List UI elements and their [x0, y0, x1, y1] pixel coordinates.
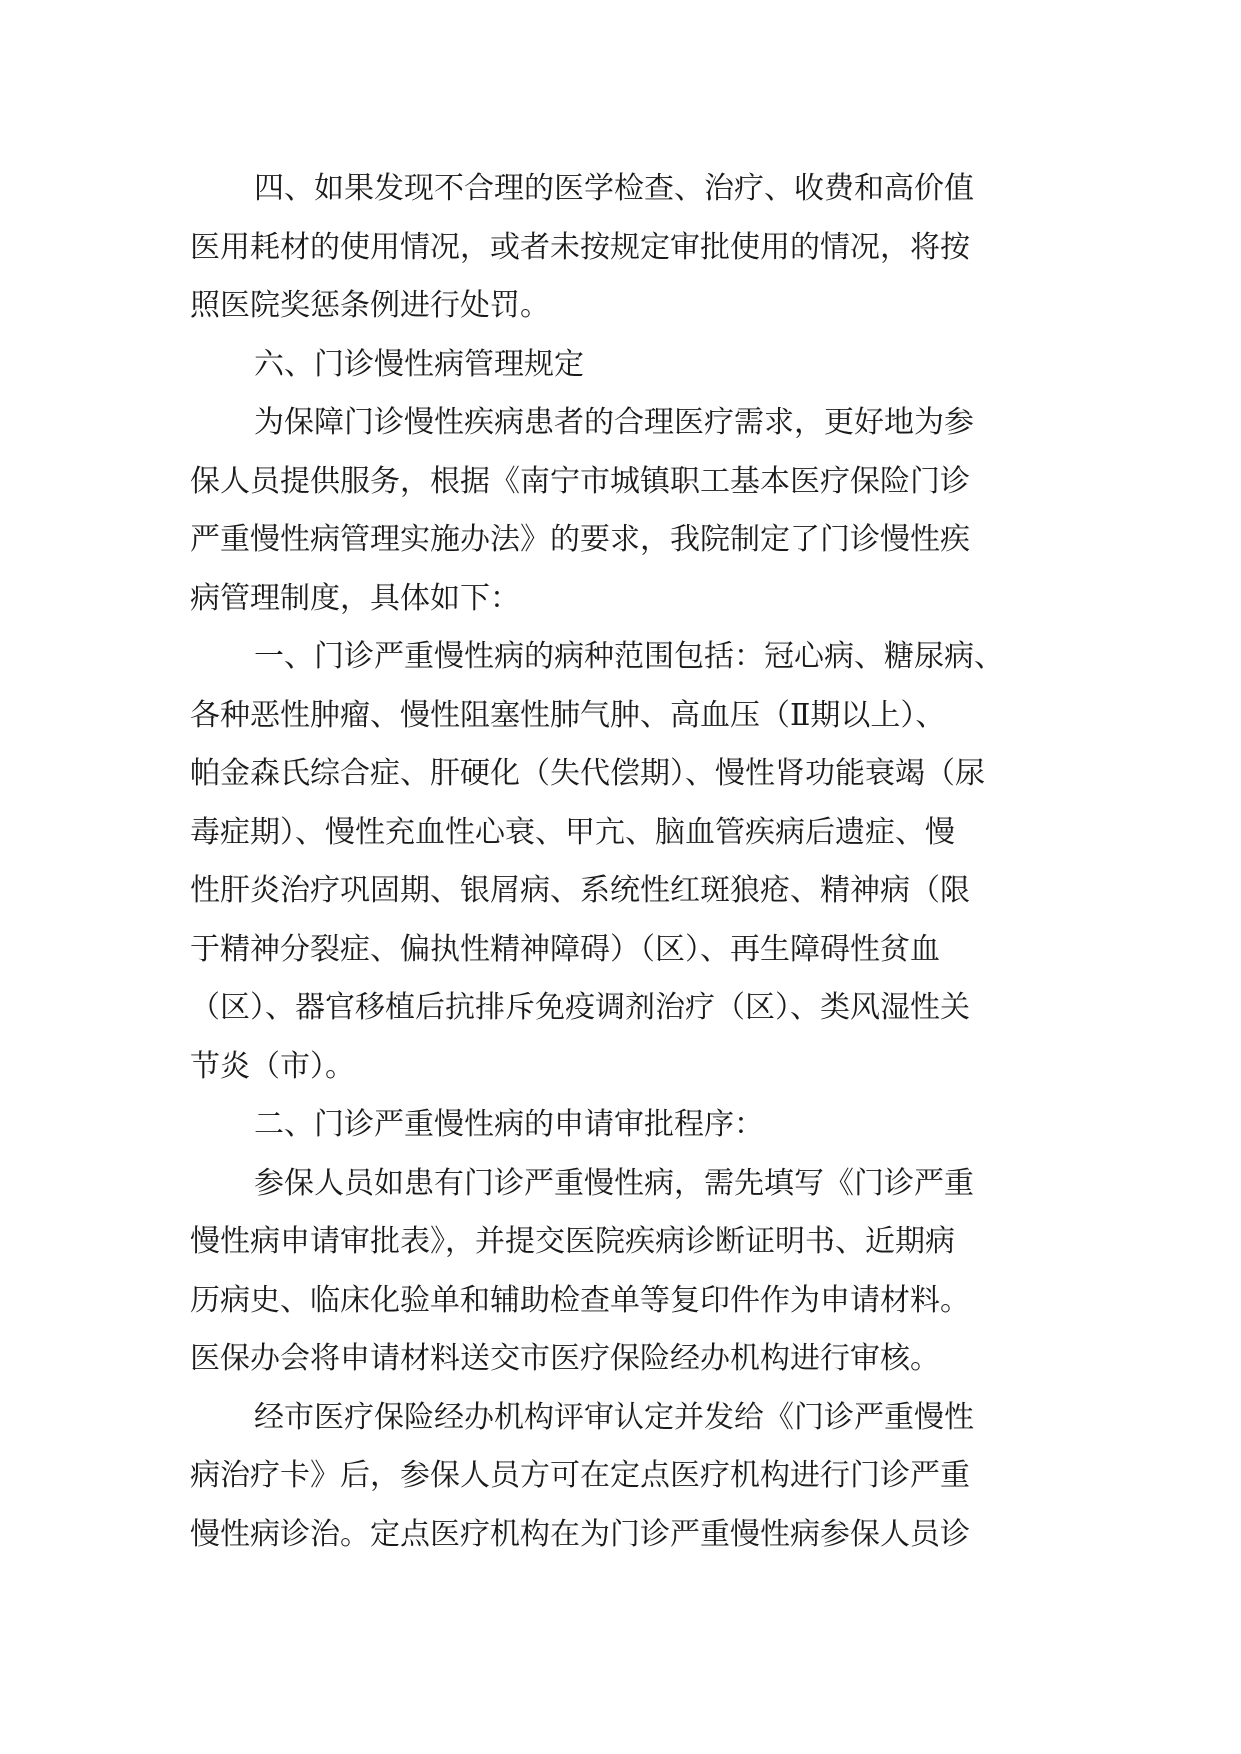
text-line: 严重慢性病管理实施办法》的要求，我院制定了门诊慢性疾: [190, 522, 970, 557]
text-line: 二、门诊严重慢性病的申请审批程序：: [254, 1107, 764, 1142]
text-line: 六、门诊慢性病管理规定: [254, 346, 584, 382]
document-body: [190, 160, 1050, 1564]
text-line: 照医院奖惩条例进行处罚。: [190, 288, 550, 323]
text-line: 各种恶性肿瘤、慢性阻塞性肺气肿、高血压（Ⅱ期以上）、: [190, 697, 946, 733]
text-line: 慢性病诊治。定点医疗机构在为门诊严重慢性病参保人员诊: [190, 1516, 970, 1552]
text-line: （区）、器官移植后抗排斥免疫调剂治疗（区）、类风湿性关: [190, 990, 970, 1025]
text-line: 病管理制度，具体如下：: [190, 580, 520, 616]
text-line: 四、如果发现不合理的医学检查、治疗、收费和高价值: [254, 171, 974, 206]
text-line: 性肝炎治疗巩固期、银屑病、系统性红斑狼疮、精神病（限: [190, 873, 970, 908]
text-line: 保人员提供服务，根据《南宁市城镇职工基本医疗保险门诊: [190, 463, 970, 499]
text-line: 病治疗卡》后，参保人员方可在定点医疗机构进行门诊严重: [190, 1458, 970, 1493]
text-line: 帕金森氏综合症、肝硬化（失代偿期）、慢性肾功能衰竭（尿: [190, 756, 985, 791]
text-line: 毒症期）、慢性充血性心衰、甲亢、脑血管疾病后遗症、慢: [190, 814, 955, 850]
text-line: 历病史、临床化验单和辅助检查单等复印件作为申请材料。: [190, 1282, 970, 1318]
text-line: 经市医疗保险经办机构评审认定并发给《门诊严重慢性: [254, 1399, 974, 1435]
text-line: 于精神分裂症、偏执性精神障碍）（区）、再生障碍性贫血: [190, 931, 940, 967]
text-line: 医保办会将申请材料送交市医疗保险经办机构进行审核。: [190, 1341, 940, 1376]
text-line: 节炎（市）。: [190, 1048, 355, 1084]
text-line: 为保障门诊慢性疾病患者的合理医疗需求，更好地为参: [254, 405, 974, 440]
text-line: 慢性病申请审批表》，并提交医院疾病诊断证明书、近期病: [190, 1224, 955, 1259]
text-line: 参保人员如患有门诊严重慢性病，需先填写《门诊严重: [254, 1165, 974, 1201]
text-line: 医用耗材的使用情况，或者未按规定审批使用的情况，将按: [190, 229, 970, 265]
text-line: 一、门诊严重慢性病的病种范围包括：冠心病、糖尿病、: [254, 639, 1004, 674]
